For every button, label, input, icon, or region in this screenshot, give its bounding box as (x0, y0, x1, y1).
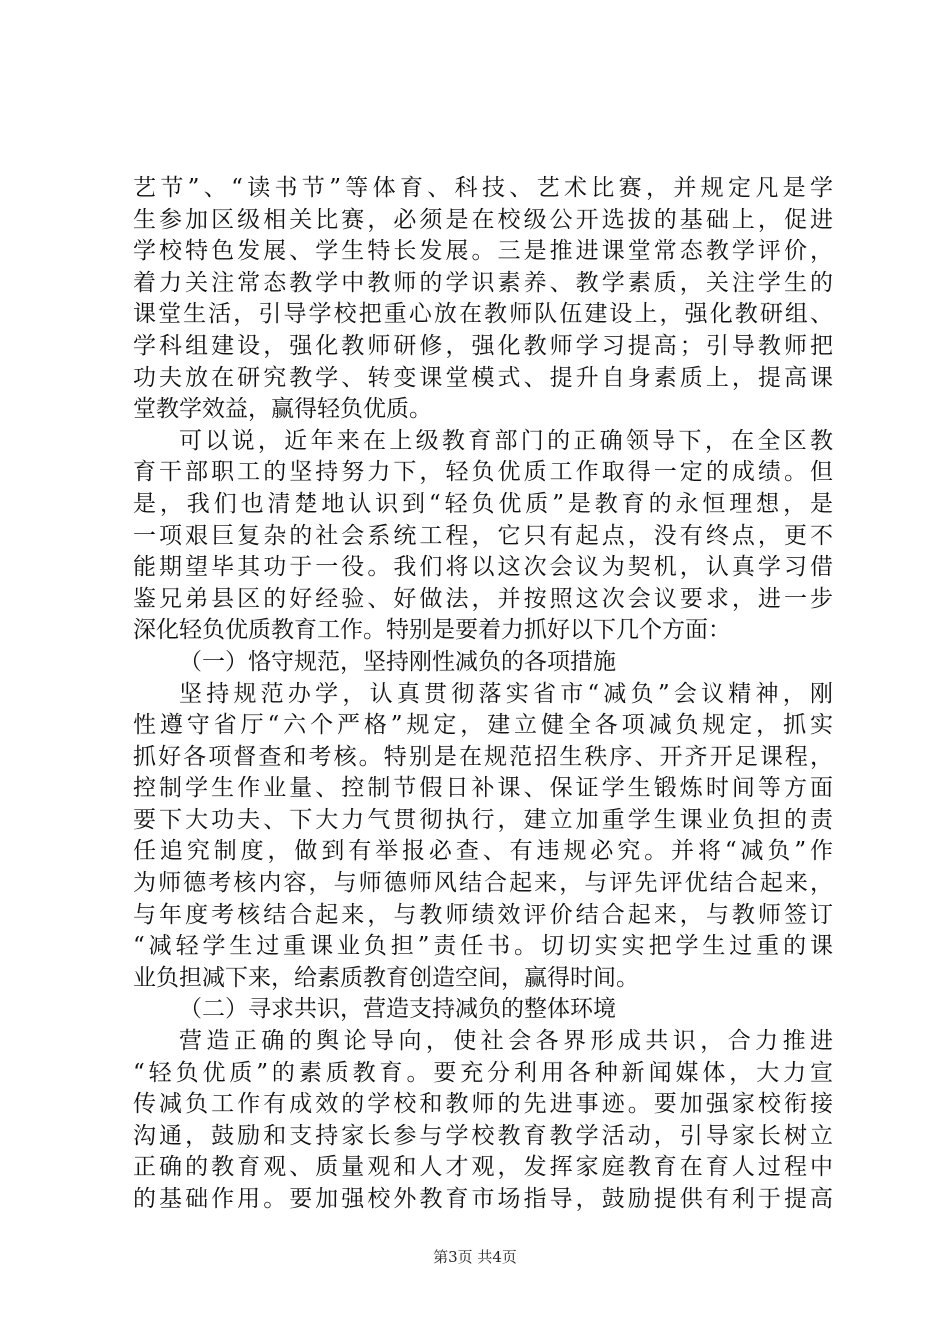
document-body (133, 173, 833, 1216)
body-line: 堂教学效益，赢得轻负优质。 (133, 396, 432, 423)
body-line: 与年度考核结合起来，与教师绩效评价结合起来，与教师签订 (133, 901, 833, 928)
body-line: 的基础作用。要加强校外教育市场指导，鼓励提供有利于提高 (133, 1186, 833, 1212)
body-line: 营造正确的舆论导向，使社会各界形成共识，合力推进 (179, 1028, 833, 1055)
body-line: 性遵守省厅“六个严格”规定，建立健全各项减负规定，抓实 (133, 712, 833, 739)
body-line: 传减负工作有成效的学校和教师的先进事迹。要加强家校衔接 (133, 1091, 833, 1118)
body-line: 学科组建设，强化教师研修，强化教师学习提高；引导教师把 (133, 332, 833, 359)
body-line: 是，我们也清楚地认识到“轻负优质”是教育的永恒理想，是 (133, 490, 833, 517)
body-line: “轻负优质”的素质教育。要充分利用各种新闻媒体，大力宣 (133, 1059, 833, 1086)
body-line: 学校特色发展、学生特长发展。三是推进课堂常态教学评价， (133, 238, 833, 265)
section-heading: （一）恪守规范，坚持刚性减负的各项措施 (179, 648, 616, 675)
body-line: 生参加区级相关比赛，必须是在校级公开选拔的基础上，促进 (133, 206, 833, 233)
body-line: 要下大功夫、下大力气贯彻执行，建立加重学生课业负担的责 (133, 806, 833, 833)
body-line: 业负担减下来，给素质教育创造空间，赢得时间。 (133, 964, 639, 991)
body-line: 坚持规范办学，认真贯彻落实省市“减负”会议精神，刚 (179, 680, 833, 707)
body-line: 可以说，近年来在上级教育部门的正确领导下，在全区教 (179, 427, 833, 454)
body-line: 着力关注常态教学中教师的学识素养、教学素质，关注学生的 (133, 269, 833, 296)
section-heading: （二）寻求共识，营造支持减负的整体环境 (179, 996, 616, 1023)
body-line: 艺节”、“读书节”等体育、科技、艺术比赛，并规定凡是学 (133, 175, 833, 201)
body-line: 为师德考核内容，与师德师风结合起来，与评先评优结合起来， (133, 870, 833, 897)
body-line: 抓好各项督查和考核。特别是在规范招生秩序、开齐开足课程， (133, 743, 833, 770)
body-line: 能期望毕其功于一役。我们将以这次会议为契机，认真学习借 (133, 554, 833, 581)
body-line: 沟通，鼓励和支持家长参与学校教育教学活动，引导家长树立 (133, 1122, 833, 1149)
body-line: “减轻学生过重课业负担”责任书。切切实实把学生过重的课 (133, 933, 833, 960)
body-line: 鉴兄弟县区的好经验、好做法，并按照这次会议要求，进一步 (133, 585, 833, 612)
body-line: 深化轻负优质教育工作。特别是要着力抓好以下几个方面： (133, 617, 731, 644)
body-line: 控制学生作业量、控制节假日补课、保证学生锻炼时间等方面 (133, 775, 833, 802)
body-line: 功夫放在研究教学、转变课堂模式、提升自身素质上，提高课 (133, 364, 833, 391)
body-line: 育干部职工的坚持努力下，轻负优质工作取得一定的成绩。但 (133, 459, 833, 486)
body-line: 一项艰巨复杂的社会系统工程，它只有起点，没有终点，更不 (133, 522, 833, 549)
body-line: 正确的教育观、质量观和人才观，发挥家庭教育在育人过程中 (133, 1154, 833, 1181)
body-line: 任追究制度，做到有举报必查、有违规必究。并将“减负”作 (133, 838, 833, 865)
body-line: 课堂生活，引导学校把重心放在教师队伍建设上，强化教研组、 (133, 301, 833, 328)
page-number-footer: 第3页 共4页 (433, 1248, 517, 1266)
